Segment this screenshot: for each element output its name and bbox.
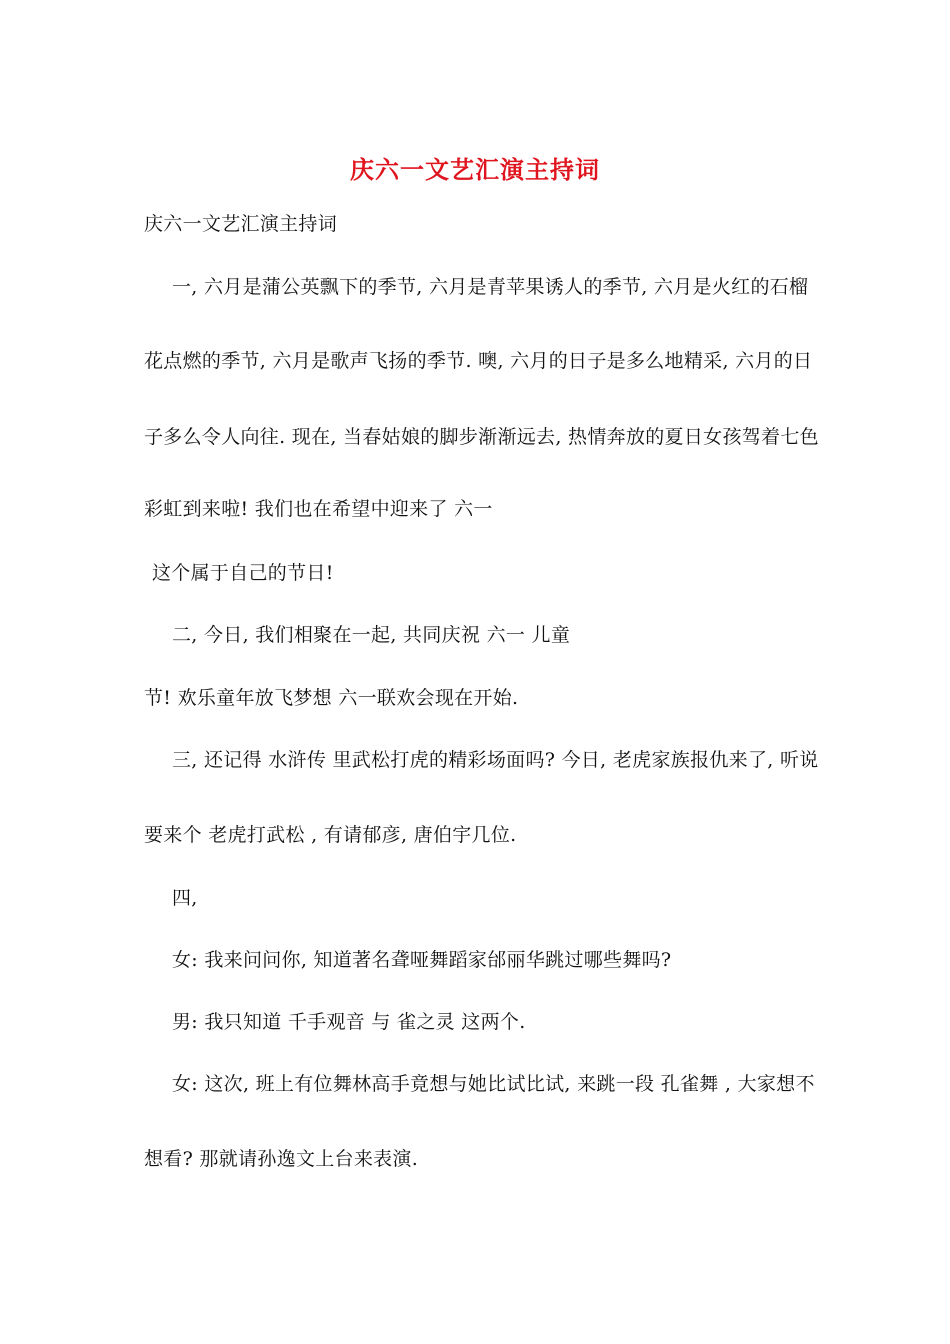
dialogue-line-1: 女: 我来问问你, 知道著名聋哑舞蹈家邰丽华跳过哪些舞吗? [172, 949, 672, 971]
paragraph-1-line-1: 一, 六月是蒲公英飘下的季节, 六月是青苹果诱人的季节, 六月是火红的石榴 [172, 276, 809, 298]
paragraph-1-line-3: 子多么令人向往. 现在, 当春姑娘的脚步渐渐远去, 热情奔放的夏日女孩驾着七色 [144, 426, 819, 448]
paragraph-2-line-1: 二, 今日, 我们相聚在一起, 共同庆祝 六一 儿童 [172, 624, 571, 646]
dialogue-line-2: 男: 我只知道 千手观音 与 雀之灵 这两个. [172, 1011, 526, 1033]
paragraph-2-line-2: 节! 欢乐童年放飞梦想 六一联欢会现在开始. [144, 687, 519, 709]
subtitle-line: 庆六一文艺汇演主持词 [144, 213, 338, 235]
document-title: 庆六一文艺汇演主持词 [350, 155, 600, 184]
paragraph-3-line-1: 三, 还记得 水浒传 里武松打虎的精彩场面吗? 今日, 老虎家族报仇来了, 听说 [172, 749, 819, 771]
dialogue-line-3: 女: 这次, 班上有位舞林高手竟想与她比试比试, 来跳一段 孔雀舞 , 大家想不 [172, 1073, 815, 1095]
paragraph-1-line-2: 花点燃的季节, 六月是歌声飞扬的季节. 噢, 六月的日子是多么地精采, 六月的日 [144, 350, 813, 372]
paragraph-1-line-4: 彩虹到来啦! 我们也在希望中迎来了 六一 [144, 498, 493, 520]
dialogue-line-4: 想看? 那就请孙逸文上台来表演. [144, 1148, 419, 1170]
paragraph-4-heading: 四, [172, 887, 198, 909]
paragraph-3-line-2: 要来个 老虎打武松 , 有请郁彦, 唐伯宇几位. [144, 824, 517, 846]
paragraph-1-line-5: 这个属于自己的节日! [152, 562, 334, 584]
